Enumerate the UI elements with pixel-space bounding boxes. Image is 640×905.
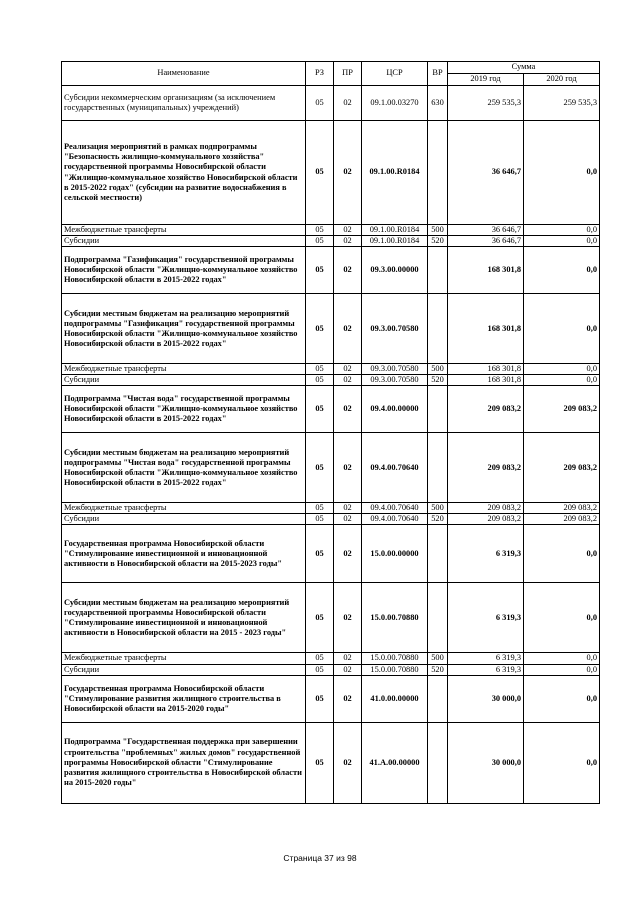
row-pr: 02 <box>334 386 362 433</box>
row-pr: 02 <box>334 675 362 722</box>
row-rz: 05 <box>306 653 334 664</box>
row-pr: 02 <box>334 225 362 236</box>
row-name: Межбюджетные трансферты <box>62 503 306 514</box>
row-rz: 05 <box>306 664 334 675</box>
row-name: Межбюджетные трансферты <box>62 364 306 375</box>
row-pr: 02 <box>334 375 362 386</box>
row-csr: 09.4.00.70640 <box>362 514 428 525</box>
row-pr: 02 <box>334 86 362 121</box>
row-rz: 05 <box>306 86 334 121</box>
row-vr <box>428 525 448 583</box>
row-amount-2019: 30 000,0 <box>448 722 524 803</box>
row-csr: 15.0.00.00000 <box>362 525 428 583</box>
header-sum: Сумма <box>448 62 600 74</box>
row-name: Субсидии <box>62 375 306 386</box>
row-amount-2020: 0,0 <box>524 375 600 386</box>
row-vr <box>428 583 448 653</box>
row-pr: 02 <box>334 525 362 583</box>
row-csr: 09.1.00.R0184 <box>362 121 428 225</box>
row-pr: 02 <box>334 247 362 294</box>
row-rz: 05 <box>306 121 334 225</box>
header-csr: ЦСР <box>362 62 428 86</box>
row-amount-2019: 209 083,2 <box>448 514 524 525</box>
row-name: Субсидии некоммерческим организациям (за исключением государственных (муниципальных) учреждений) <box>62 86 306 121</box>
row-amount-2019: 168 301,8 <box>448 247 524 294</box>
row-name: Подпрограмма "Газификация" государственной программы Новосибирской области "Жилищно-коммунальное хозяйство Новосибирской области в 2015-2022 годах" <box>62 247 306 294</box>
row-csr: 09.4.00.70640 <box>362 503 428 514</box>
row-amount-2019: 6 319,3 <box>448 525 524 583</box>
row-amount-2019: 168 301,8 <box>448 364 524 375</box>
table-row <box>62 225 600 236</box>
row-amount-2020: 0,0 <box>524 664 600 675</box>
row-csr: 41.А.00.00000 <box>362 722 428 803</box>
table-row <box>62 653 600 664</box>
budget-table <box>61 61 600 804</box>
row-vr: 500 <box>428 225 448 236</box>
table-row <box>62 514 600 525</box>
row-rz: 05 <box>306 503 334 514</box>
page-number: Страница 37 из 98 <box>283 853 357 863</box>
row-pr: 02 <box>334 294 362 364</box>
table-row <box>62 433 600 503</box>
row-csr: 15.0.00.70880 <box>362 583 428 653</box>
row-name: Межбюджетные трансферты <box>62 225 306 236</box>
row-amount-2020: 209 083,2 <box>524 503 600 514</box>
row-vr: 500 <box>428 364 448 375</box>
row-vr: 520 <box>428 664 448 675</box>
row-amount-2019: 6 319,3 <box>448 653 524 664</box>
row-amount-2020: 0,0 <box>524 653 600 664</box>
row-vr <box>428 121 448 225</box>
row-amount-2020: 0,0 <box>524 225 600 236</box>
row-name: Государственная программа Новосибирской области "Стимулирование развития жилищного строительства в Новосибирской области на 2015-2020 годы" <box>62 675 306 722</box>
header-vr: ВР <box>428 62 448 86</box>
table-row <box>62 294 600 364</box>
row-amount-2020: 209 083,2 <box>524 514 600 525</box>
table-row <box>62 364 600 375</box>
row-amount-2019: 36 646,7 <box>448 236 524 247</box>
header-2019: 2019 год <box>448 74 524 86</box>
row-amount-2020: 0,0 <box>524 121 600 225</box>
row-name: Субсидии местным бюджетам на реализацию мероприятий подпрограммы "Чистая вода" государственной программы Новосибирской области "Жилищно-коммунальное хозяйство Новосибирской области в 2015-2022 годах" <box>62 433 306 503</box>
table-row <box>62 386 600 433</box>
row-name: Субсидии <box>62 514 306 525</box>
row-amount-2020: 0,0 <box>524 525 600 583</box>
header-name: Наименование <box>62 62 306 86</box>
table-row <box>62 121 600 225</box>
row-amount-2020: 0,0 <box>524 236 600 247</box>
row-vr <box>428 433 448 503</box>
table-row <box>62 722 600 803</box>
row-amount-2020: 209 083,2 <box>524 433 600 503</box>
row-pr: 02 <box>334 653 362 664</box>
row-amount-2020: 0,0 <box>524 294 600 364</box>
table-row <box>62 525 600 583</box>
row-pr: 02 <box>334 503 362 514</box>
row-pr: 02 <box>334 583 362 653</box>
row-amount-2020: 209 083,2 <box>524 386 600 433</box>
row-csr: 09.3.00.70580 <box>362 375 428 386</box>
row-rz: 05 <box>306 225 334 236</box>
table-row <box>62 375 600 386</box>
row-vr <box>428 247 448 294</box>
table-row <box>62 675 600 722</box>
row-csr: 09.1.00.R0184 <box>362 225 428 236</box>
row-name: Подпрограмма "Государственная поддержка при завершении строительства "проблемных" жилых домов" государственной программы Новосибирской области "Стимулирование развития жилищного строительства в Новосибирской области на 2015-2020 годы" <box>62 722 306 803</box>
row-rz: 05 <box>306 675 334 722</box>
row-vr: 520 <box>428 514 448 525</box>
row-amount-2019: 209 083,2 <box>448 503 524 514</box>
row-rz: 05 <box>306 514 334 525</box>
row-rz: 05 <box>306 583 334 653</box>
row-name: Государственная программа Новосибирской области "Стимулирование инвестиционной и инновационной активности в Новосибирской области на 2015-2023 годы" <box>62 525 306 583</box>
row-amount-2020: 0,0 <box>524 675 600 722</box>
row-rz: 05 <box>306 386 334 433</box>
row-rz: 05 <box>306 525 334 583</box>
row-csr: 09.1.00.R0184 <box>362 236 428 247</box>
row-rz: 05 <box>306 433 334 503</box>
row-amount-2020: 0,0 <box>524 722 600 803</box>
row-csr: 09.1.00.03270 <box>362 86 428 121</box>
row-amount-2020: 0,0 <box>524 583 600 653</box>
row-amount-2020: 0,0 <box>524 364 600 375</box>
row-amount-2020: 259 535,3 <box>524 86 600 121</box>
row-amount-2019: 36 646,7 <box>448 121 524 225</box>
row-pr: 02 <box>334 514 362 525</box>
row-vr: 500 <box>428 653 448 664</box>
table-body <box>62 86 600 804</box>
row-amount-2019: 168 301,8 <box>448 294 524 364</box>
row-amount-2019: 209 083,2 <box>448 433 524 503</box>
row-csr: 09.3.00.00000 <box>362 247 428 294</box>
table-row <box>62 664 600 675</box>
row-rz: 05 <box>306 364 334 375</box>
table-row <box>62 236 600 247</box>
row-pr: 02 <box>334 433 362 503</box>
row-vr: 500 <box>428 503 448 514</box>
row-vr <box>428 675 448 722</box>
row-amount-2019: 168 301,8 <box>448 375 524 386</box>
row-csr: 09.4.00.70640 <box>362 433 428 503</box>
row-name: Субсидии <box>62 236 306 247</box>
row-rz: 05 <box>306 236 334 247</box>
header-2020: 2020 год <box>524 74 600 86</box>
table-row <box>62 583 600 653</box>
row-rz: 05 <box>306 294 334 364</box>
row-vr: 520 <box>428 236 448 247</box>
header-rz: РЗ <box>306 62 334 86</box>
table-row <box>62 247 600 294</box>
row-vr <box>428 294 448 364</box>
row-name: Субсидии местным бюджетам на реализацию мероприятий подпрограммы "Газификация" государственной программы Новосибирской области "Жилищно-коммунальное хозяйство Новосибирской области в 2015-2022 годах" <box>62 294 306 364</box>
row-amount-2019: 6 319,3 <box>448 664 524 675</box>
row-amount-2019: 30 000,0 <box>448 675 524 722</box>
row-name: Реализация мероприятий в рамках подпрограммы "Безопасность жилищно-коммунального хозяйства" государственной программы Новосибирской области "Жилищно-коммунальное хозяйство Новосибирской области в 2015-2022 годах" (субсидии на развитие водоснабжения в сельской местности) <box>62 121 306 225</box>
row-pr: 02 <box>334 236 362 247</box>
row-pr: 02 <box>334 364 362 375</box>
table-row <box>62 503 600 514</box>
row-amount-2020: 0,0 <box>524 247 600 294</box>
row-amount-2019: 209 083,2 <box>448 386 524 433</box>
row-pr: 02 <box>334 722 362 803</box>
row-rz: 05 <box>306 247 334 294</box>
row-name: Субсидии <box>62 664 306 675</box>
row-csr: 09.4.00.00000 <box>362 386 428 433</box>
row-vr: 520 <box>428 375 448 386</box>
row-pr: 02 <box>334 664 362 675</box>
row-amount-2019: 259 535,3 <box>448 86 524 121</box>
row-rz: 05 <box>306 375 334 386</box>
row-csr: 15.0.00.70880 <box>362 664 428 675</box>
table-header <box>62 62 600 86</box>
row-csr: 15.0.00.70880 <box>362 653 428 664</box>
header-pr: ПР <box>334 62 362 86</box>
row-amount-2019: 6 319,3 <box>448 583 524 653</box>
row-csr: 41.0.00.00000 <box>362 675 428 722</box>
row-rz: 05 <box>306 722 334 803</box>
row-vr <box>428 386 448 433</box>
row-pr: 02 <box>334 121 362 225</box>
row-name: Субсидии местным бюджетам на реализацию мероприятий государственной программы Новосибирской области "Стимулирование инвестиционной и инновационной активности в Новосибирской области на 2015 - 2023 годы" <box>62 583 306 653</box>
row-vr <box>428 722 448 803</box>
row-amount-2019: 36 646,7 <box>448 225 524 236</box>
row-name: Межбюджетные трансферты <box>62 653 306 664</box>
row-vr: 630 <box>428 86 448 121</box>
row-csr: 09.3.00.70580 <box>362 364 428 375</box>
row-name: Подпрограмма "Чистая вода" государственной программы Новосибирской области "Жилищно-коммунальное хозяйство Новосибирской области в 2015-2022 годах" <box>62 386 306 433</box>
row-csr: 09.3.00.70580 <box>362 294 428 364</box>
table-row <box>62 86 600 121</box>
